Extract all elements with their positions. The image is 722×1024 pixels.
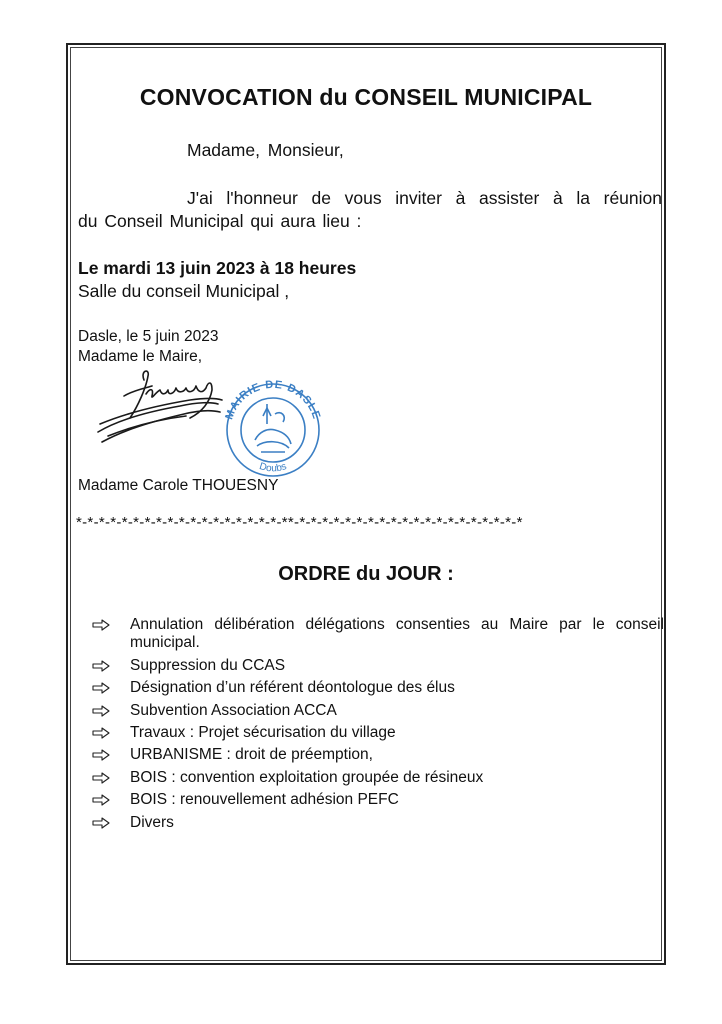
mayor-title: Madame le Maire, xyxy=(78,348,203,365)
svg-text:Doubs: Doubs xyxy=(257,461,289,475)
agenda-item xyxy=(92,769,664,787)
right-arrow-icon xyxy=(92,769,130,787)
agenda-item xyxy=(92,679,664,697)
right-arrow-icon xyxy=(92,702,130,720)
agenda-item-text: BOIS : convention exploitation groupée de résineux xyxy=(130,768,484,786)
svg-text:MAIRIE DE DASLE: MAIRIE DE DASLE xyxy=(223,378,323,422)
agenda-item xyxy=(92,814,664,832)
right-arrow-icon xyxy=(92,616,130,634)
agenda-item-text: BOIS : renouvellement adhésion PEFC xyxy=(130,791,399,809)
right-arrow-icon xyxy=(92,746,130,764)
intro-line-2: du Conseil Municipal qui aura lieu : xyxy=(78,211,362,231)
agenda-item xyxy=(92,616,664,653)
right-arrow-icon xyxy=(92,724,130,742)
meeting-datetime: Le mardi 13 juin 2023 à 18 heures xyxy=(78,258,357,278)
agenda-item xyxy=(92,702,664,720)
official-stamp xyxy=(211,374,333,478)
agenda-item-text: URBANISME : droit de préemption, xyxy=(130,746,373,764)
agenda-item-text: Travaux : Projet sécurisation du village xyxy=(130,724,396,742)
agenda-item-text: Désignation d’un référent déontologue des élus xyxy=(130,679,455,697)
right-arrow-icon xyxy=(92,679,130,697)
place-and-date: Dasle, le 5 juin 2023 xyxy=(78,328,219,345)
agenda-item xyxy=(92,724,664,742)
agenda-item-text: Annulation délibération délégations consenties au Maire par le conseil municipal. xyxy=(130,616,664,652)
separator-line: *-*-*-*-*-*-*-*-*-*-*-*-*-*-*-*-*-*-**-*-*-*-*-*-*-*-*-*-*-*-*-*-*-*-*-*-*-*-* xyxy=(76,514,523,531)
agenda-item-text: Subvention Association ACCA xyxy=(130,701,337,719)
agenda-item-text: Divers xyxy=(130,813,174,831)
intro-line-1: J'ai l'honneur de vous inviter à assister à la réunion xyxy=(187,188,662,208)
meeting-venue: Salle du conseil Municipal , xyxy=(78,281,290,301)
agenda-title: ORDRE du JOUR : xyxy=(278,563,454,585)
agenda-list xyxy=(92,616,664,836)
right-arrow-icon xyxy=(92,657,130,675)
agenda-item xyxy=(92,746,664,764)
agenda-item xyxy=(92,657,664,675)
document-title: CONVOCATION du CONSEIL MUNICIPAL xyxy=(139,84,593,110)
agenda-item xyxy=(92,791,664,809)
agenda-item-text: Suppression du CCAS xyxy=(130,656,286,674)
right-arrow-icon xyxy=(92,791,130,809)
right-arrow-icon xyxy=(92,814,130,832)
salutation: Madame, Monsieur, xyxy=(187,140,344,160)
mayor-name: Madame Carole THOUESNY xyxy=(78,477,279,494)
